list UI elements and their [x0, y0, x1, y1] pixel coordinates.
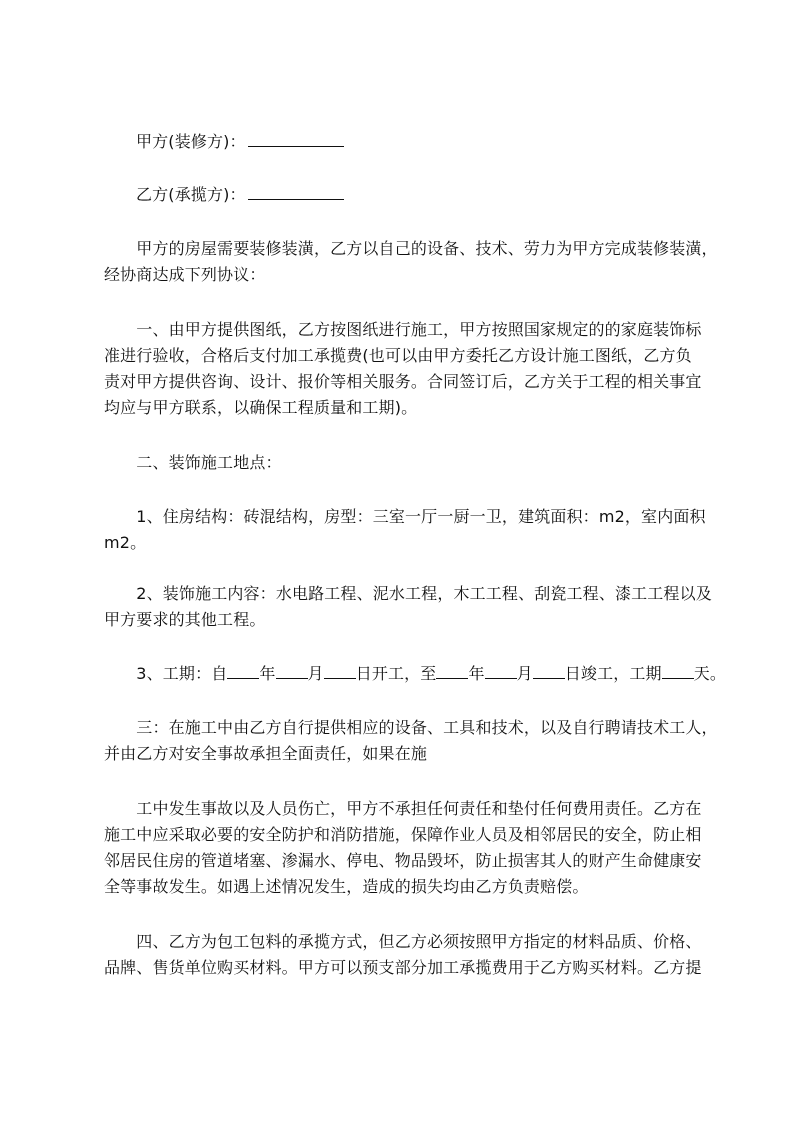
duration-blank	[662, 664, 694, 679]
item3-lead: 3、工期：自	[104, 664, 228, 683]
section3-cont-line: 邻居民住房的管道堵塞、渗漏水、停电、物品毁坏，防止损害其人的财产生命健康安	[104, 851, 702, 870]
end-year-blank	[436, 664, 468, 679]
section1-line: 准进行验收，合格后支付加工承揽费(也可以由甲方委托乙方设计施工图纸，乙方负	[104, 346, 692, 365]
party-a-line	[136, 132, 736, 152]
intro-line: 甲方的房屋需要装修装潢，乙方以自己的设备、技术、劳力为甲方完成装修装潢，	[104, 239, 718, 258]
item2-line: 2、装饰施工内容：水电路工程、泥水工程，木工工程、刮瓷工程、漆工工程以及	[104, 584, 712, 603]
party-b-line	[136, 185, 736, 205]
item3-line	[104, 664, 726, 684]
item3-days: 天。	[693, 664, 726, 683]
item3-year2: 年	[468, 664, 485, 683]
party-a-blank	[248, 132, 344, 147]
start-month-blank	[276, 664, 308, 679]
item2-line: 甲方要求的其他工程。	[104, 610, 266, 629]
item1-line: m2。	[104, 533, 147, 552]
section3-line: 三：在施工中由乙方自行提供相应的设备、工具和技术，以及自行聘请技术工人，	[104, 718, 718, 737]
start-day-blank	[324, 664, 356, 679]
party-b-label: 乙方(承揽方)：	[136, 185, 246, 204]
section2-title: 二、装饰施工地点：	[104, 453, 282, 472]
item3-month2: 月	[516, 664, 533, 683]
section4-line: 四、乙方为包工包料的承揽方式，但乙方必须按照甲方指定的材料品质、价格、	[104, 932, 702, 951]
party-b-blank	[248, 185, 344, 200]
item3-day2: 日竣工，工期	[564, 664, 662, 683]
party-a-label: 甲方(装修方)：	[136, 132, 246, 151]
section1-line: 均应与甲方联系，以确保工程质量和工期)。	[104, 398, 418, 417]
item3-day1: 日开工，至	[355, 664, 437, 683]
section4-line: 品牌、售货单位购买材料。甲方可以预支部分加工承揽费用于乙方购买材料。乙方提	[104, 958, 702, 977]
end-month-blank	[485, 664, 517, 679]
intro-line: 经协商达成下列协议：	[104, 265, 266, 284]
item3-year1: 年	[259, 664, 276, 683]
section3-line: 并由乙方对安全事故承担全面责任，如果在施	[104, 744, 428, 763]
section3-cont-line: 工中发生事故以及人员伤亡，甲方不承担任何责任和垫付任何费用责任。乙方在	[104, 799, 702, 818]
end-day-blank	[533, 664, 565, 679]
section1-line: 一、由甲方提供图纸，乙方按图纸进行施工，甲方按照国家规定的的家庭装饰标	[104, 320, 702, 339]
section3-cont-line: 全等事故发生。如遇上述情况发生，造成的损失均由乙方负责赔偿。	[104, 877, 589, 896]
start-year-blank	[227, 664, 259, 679]
item3-month1: 月	[307, 664, 324, 683]
section3-cont-line: 施工中应采取必要的安全防护和消防措施，保障作业人员及相邻居民的安全，防止相	[104, 825, 702, 844]
item1-line: 1、住房结构：砖混结构，房型：三室一厅一厨一卫，建筑面积：m2，室内面积	[104, 507, 706, 526]
section1-line: 责对甲方提供咨询、设计、报价等相关服务。合同签订后，乙方关于工程的相关事宜	[104, 372, 702, 391]
